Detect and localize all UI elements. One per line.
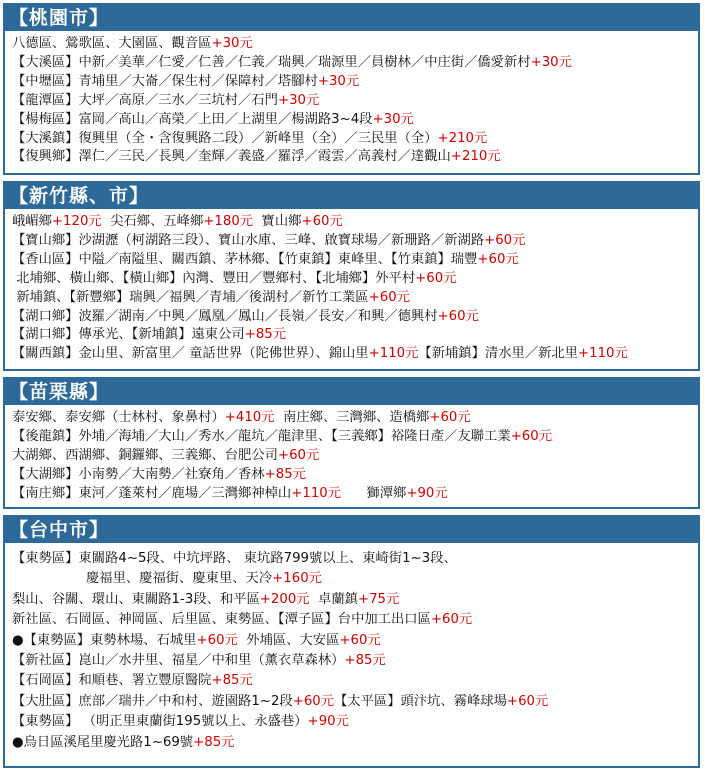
area-text: 大湖鄉、西湖鄉、銅鑼鄉、三義鄉、台肥公司 [12,447,278,463]
surcharge-amount: +30元 [372,111,414,127]
surcharge-amount: +110元 [577,346,628,362]
section-title: 【桃園市】 [5,5,698,31]
price-line [12,692,698,712]
area-text: 北埔鄉、橫山鄉、【橫山鄉】內灣、豐田／豐鄉村、【北埔鄉】外平村 [12,270,416,286]
area-text: 【太平區】頭汴坑、霧峰球場 [334,693,507,709]
section-title: 【新竹縣、市】 [5,183,698,209]
section-body [5,405,698,504]
area-text: 【大溪區】中新／美華／仁愛／仁善／仁義／瑞興／瑞源里／員樹林／中庄街／僑愛新村 [12,54,531,70]
price-line [12,308,698,327]
surcharge-amount: +60元 [437,308,479,324]
area-text: 【大肚區】庶部／瑞井／中和村、遊園路1~2段 [12,693,293,709]
area-text: 新埔鎮、【新豐鄉】瑞興／福興／青埔／後湖村／新竹工業區 [12,289,369,305]
area-text: 【龍潭區】大坪／高原／三水／三坑村／石門 [12,92,278,108]
area-text: 【新社區】崑山／水井里、福星／中和里（薰衣草森林） [12,653,345,669]
surcharge-amount: +85元 [264,466,306,482]
area-text: 【東勢區】 （明正里東蘭街195號以上、永盛巷） [12,714,308,730]
price-line [12,447,698,466]
area-text: 尖石鄉、五峰鄉 [101,214,204,229]
surcharge-amount: +60元 [429,410,471,425]
section-body [5,31,698,167]
surcharge-amount: +90元 [307,714,349,730]
area-text: 【中壢區】青埔里／大崙／保生村／保障村／塔腳村 [12,73,318,89]
surcharge-amount: +120元 [51,214,102,229]
surcharge-amount: +60元 [196,632,238,648]
price-line [12,326,698,345]
price-line [12,466,698,485]
price-line [12,590,698,610]
section-title: 【台中市】 [5,517,698,543]
surcharge-amount: +210元 [450,149,501,165]
price-line [12,671,698,691]
area-text: 【東勢區】東關路4~5段、中坑坪路、 東坑路799號以上、東崎街1~3段、 [12,551,457,566]
price-line [12,251,698,270]
surcharge-amount: +85元 [244,327,287,343]
surcharge-amount: +30元 [277,92,320,108]
price-line [12,289,698,308]
price-line [12,130,698,149]
surcharge-amount: +60元 [368,289,410,305]
surcharge-amount: +210元 [437,130,488,146]
price-line [12,232,698,251]
price-line [12,549,698,569]
surcharge-amount: +60元 [277,447,320,463]
area-text: 【石岡區】和順巷、署立豐原醫院 [12,673,212,689]
section-taichung [3,515,700,768]
area-text: 【新埔鎮】清水里／新北里 [418,346,578,362]
area-text: 【復興鄉】澤仁／三民／長興／奎輝／義盛／羅浮／霞雲／高義村／達觀山 [12,149,451,165]
area-text: 【關西鎮】金山里、新富里／ 童話世界（陀佛世界）、錦山里 [12,346,369,362]
section-body [5,209,698,364]
area-text: 【香山區】中隘／南隘里、關西鎮、茅林鄉、【竹東鎮】東峰里、【竹東鎮】瑞豐 [12,251,478,267]
surcharge-amount: +60元 [430,612,473,628]
surcharge-amount: +180元 [203,214,254,229]
section-hsinchu [3,181,700,371]
surcharge-amount: +85元 [344,653,386,669]
surcharge-amount: +60元 [484,232,526,248]
price-line [12,631,698,651]
price-line [12,428,698,447]
price-line [12,35,698,54]
area-text: 卓蘭鎮 [309,591,358,607]
price-line [12,73,698,92]
surcharge-amount: +60元 [477,251,519,267]
price-line [12,712,698,732]
area-text: 【南庄鄉】東河／蓬萊村／鹿場／三灣鄉神棹山 [12,485,292,501]
area-text: 慶福里、慶福街、慶東里、天冷 [86,571,273,587]
price-line [12,54,698,73]
surcharge-amount: +60元 [301,214,343,229]
area-text: 寶山鄉 [253,214,302,229]
area-text: 外埔區、大安區 [237,632,340,648]
section-body [5,543,698,753]
area-text: 【大溪鎮】復興里（全・含復興路二段）／新峰里（全）／三民里（全） [12,130,438,146]
surcharge-amount: +200元 [259,591,310,607]
section-miaoli [3,377,700,509]
surcharge-amount: +30元 [530,54,572,70]
surcharge-amount: +110元 [291,485,342,501]
price-line [12,270,698,289]
area-text: 新社區、石岡區、神岡區、后里區、東勢區、【潭子區】台中加工出口區 [12,612,431,628]
price-line [12,651,698,671]
area-text: 梨山、谷關、環山、東關路1-3段、和平區 [12,591,260,607]
surcharge-amount: +85元 [193,734,235,750]
area-text: 峨嵋鄉 [12,214,52,229]
area-text: 八德區、鶯歌區、大園區、觀音區 [12,36,212,51]
price-line [12,409,698,428]
surcharge-amount: +30元 [211,36,253,51]
area-text: ●烏日區溪尾里慶光路1~69號 [12,734,194,750]
area-text: 【後龍鎮】外埔／海埔／大山／秀水／龍坑／龍津里、【三義鄉】裕隆日產／友聯工業 [12,428,511,444]
price-line [12,213,698,232]
area-text: 【寶山鄉】沙湖瀝（柯湖路三段）、寶山水庫、三峰、啟寶球場／新珊路／新湖路 [12,232,485,248]
price-line [12,569,698,589]
price-line [12,485,698,504]
price-line [12,148,698,167]
surcharge-amount: +60元 [415,270,457,286]
area-text: 【湖口鄉】傳承光、【新埔鎮】遠東公司 [12,327,245,343]
surcharge-amount: +60元 [292,693,335,709]
surcharge-amount: +85元 [211,673,253,689]
surcharge-amount: +60元 [510,428,552,444]
surcharge-amount: +30元 [317,73,360,89]
price-line [12,92,698,111]
area-text: 獅潭鄉 [341,485,407,501]
area-text: 泰安鄉、泰安鄉（士林村、象鼻村） [12,410,225,425]
surcharge-amount: +75元 [357,591,400,607]
section-taoyuan [3,3,700,175]
surcharge-amount: +160元 [272,571,322,587]
area-text: ●【東勢區】東勢林場、石城里 [12,632,197,648]
price-line [12,610,698,630]
area-text: 南庄鄉、三灣鄉、造橋鄉 [274,410,430,425]
area-text: 【楊梅區】富岡／高山／高榮／上田／上湖里／楊湖路3~4段 [12,111,373,127]
surcharge-amount: +60元 [339,632,381,648]
price-line [12,345,698,364]
surcharge-amount: +410元 [224,410,275,425]
surcharge-amount: +60元 [506,693,549,709]
surcharge-amount: +110元 [368,346,419,362]
surcharge-amount: +90元 [406,485,448,501]
area-text: 【湖口鄉】波羅／湖南／中興／鳳凰／鳳山／長嶺／長安／和興／德興村 [12,308,438,324]
section-title: 【苗栗縣】 [5,379,698,405]
area-text: 【大湖鄉】小南勢／大南勢／社寮角／香林 [12,466,265,482]
price-line [12,733,698,753]
price-line [12,111,698,130]
